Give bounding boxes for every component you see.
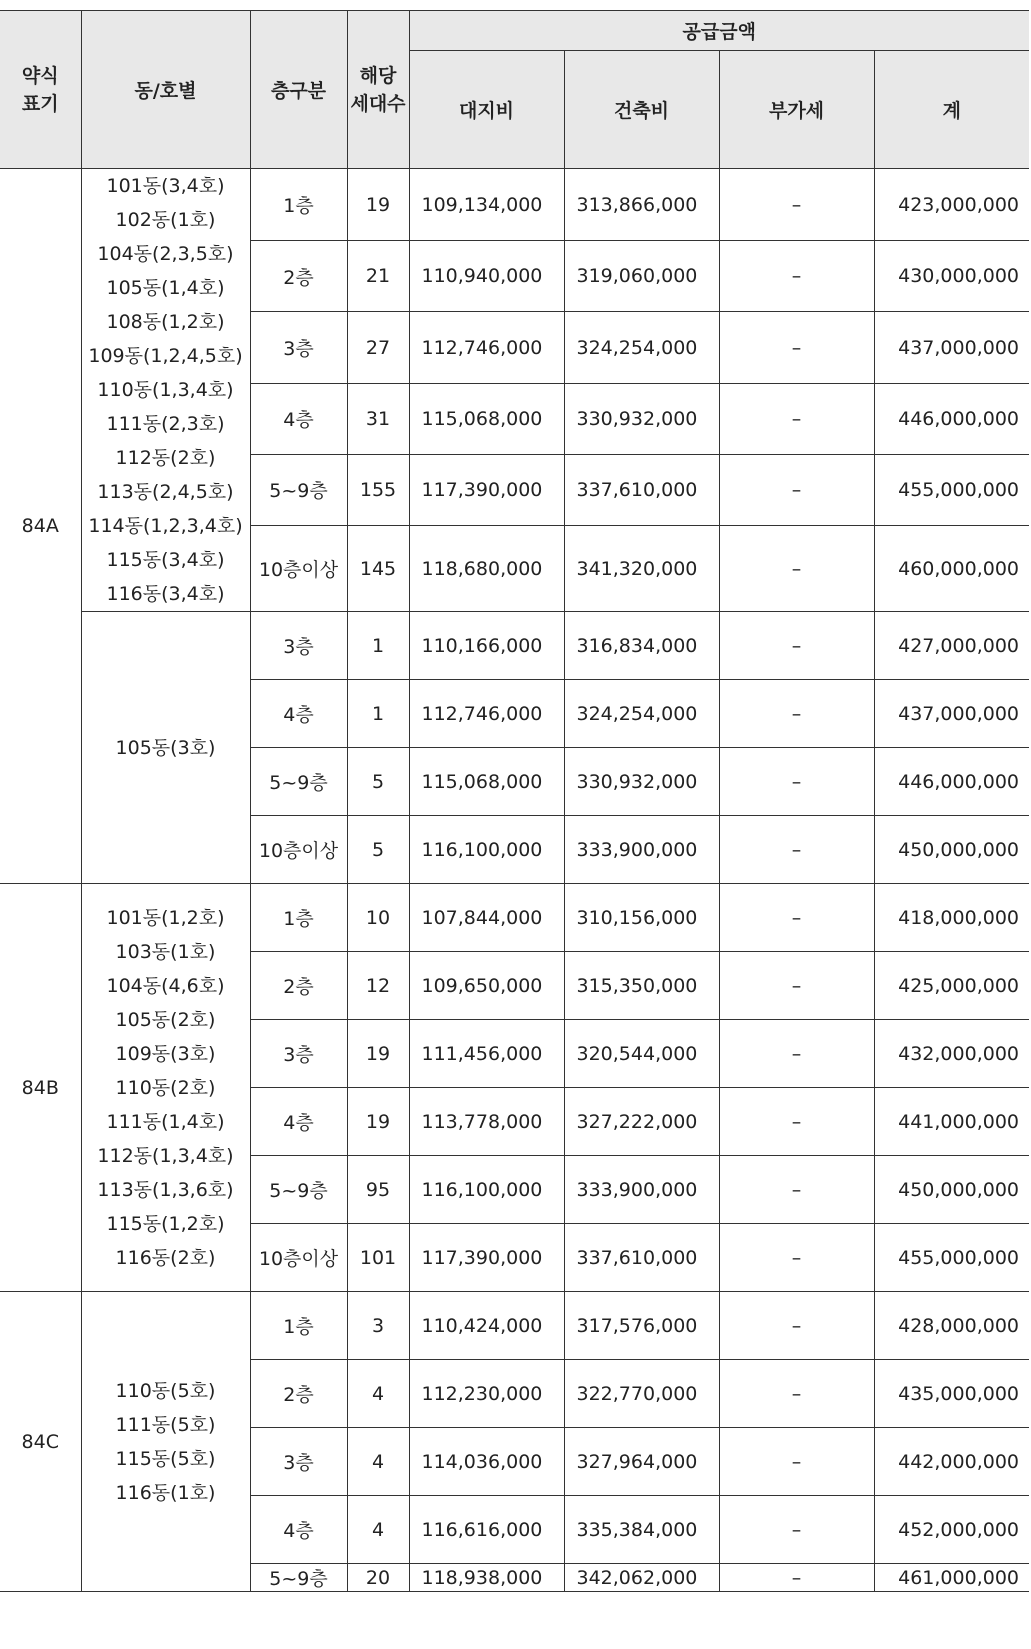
vat-cell: – <box>719 1156 874 1224</box>
dong-line: 105동(1,4호) <box>106 277 225 299</box>
floor-cell: 10층이상 <box>250 526 347 612</box>
header-units-line2: 세대수 <box>350 92 406 115</box>
dong-line: 101동(3,4호) <box>106 175 225 197</box>
dong-line: 109동(1,2,4,5호) <box>88 345 243 367</box>
floor-cell: 10층이상 <box>250 1224 347 1292</box>
total-cell: 446,000,000 <box>874 383 1029 454</box>
header-vat: 부가세 <box>719 51 874 169</box>
land-cost-cell: 114,036,000 <box>409 1428 564 1496</box>
dong-line: 111동(1,4호) <box>106 1110 225 1133</box>
floor-cell: 3층 <box>250 612 347 680</box>
total-cell: 437,000,000 <box>874 680 1029 748</box>
units-cell: 5 <box>347 816 409 884</box>
building-cost-cell: 342,062,000 <box>564 1564 719 1592</box>
floor-cell: 4층 <box>250 680 347 748</box>
land-cost-cell: 113,778,000 <box>409 1088 564 1156</box>
land-cost-cell: 116,616,000 <box>409 1496 564 1564</box>
dong-cell <box>81 884 250 1292</box>
building-cost-cell: 310,156,000 <box>564 884 719 952</box>
dong-line: 103동(1호) <box>115 940 216 963</box>
units-cell: 101 <box>347 1224 409 1292</box>
total-cell: 442,000,000 <box>874 1428 1029 1496</box>
units-cell: 12 <box>347 952 409 1020</box>
units-cell: 5 <box>347 748 409 816</box>
vat-cell: – <box>719 169 874 241</box>
table-row <box>0 612 1029 680</box>
land-cost-cell: 116,100,000 <box>409 816 564 884</box>
land-cost-cell: 112,746,000 <box>409 312 564 383</box>
floor-cell: 2층 <box>250 241 347 312</box>
units-cell: 155 <box>347 454 409 525</box>
floor-cell: 4층 <box>250 1496 347 1564</box>
total-cell: 460,000,000 <box>874 526 1029 612</box>
total-cell: 450,000,000 <box>874 1156 1029 1224</box>
units-cell: 1 <box>347 680 409 748</box>
vat-cell: – <box>719 612 874 680</box>
vat-cell: – <box>719 241 874 312</box>
table-row <box>0 1292 1029 1360</box>
land-cost-cell: 117,390,000 <box>409 1224 564 1292</box>
units-cell: 1 <box>347 612 409 680</box>
building-cost-cell: 313,866,000 <box>564 169 719 241</box>
dong-line: 116동(2호) <box>115 1246 216 1269</box>
building-cost-cell: 324,254,000 <box>564 680 719 748</box>
building-cost-cell: 330,932,000 <box>564 383 719 454</box>
vat-cell: – <box>719 748 874 816</box>
land-cost-cell: 110,166,000 <box>409 612 564 680</box>
units-cell: 4 <box>347 1496 409 1564</box>
units-cell: 31 <box>347 383 409 454</box>
land-cost-cell: 118,938,000 <box>409 1564 564 1592</box>
floor-cell: 3층 <box>250 312 347 383</box>
floor-cell: 2층 <box>250 952 347 1020</box>
units-cell: 145 <box>347 526 409 612</box>
units-cell: 20 <box>347 1564 409 1592</box>
units-cell: 10 <box>347 884 409 952</box>
total-cell: 425,000,000 <box>874 952 1029 1020</box>
units-cell: 19 <box>347 1088 409 1156</box>
building-cost-cell: 341,320,000 <box>564 526 719 612</box>
vat-cell: – <box>719 680 874 748</box>
dong-line: 104동(4,6호) <box>106 974 225 997</box>
header-dong: 동/호별 <box>81 11 250 169</box>
vat-cell: – <box>719 1088 874 1156</box>
dong-line: 110동(5호) <box>115 1379 216 1402</box>
floor-cell: 3층 <box>250 1020 347 1088</box>
units-cell: 4 <box>347 1428 409 1496</box>
dong-line: 111동(2,3호) <box>106 413 225 435</box>
building-cost-cell: 335,384,000 <box>564 1496 719 1564</box>
units-cell: 95 <box>347 1156 409 1224</box>
dong-line: 110동(1,3,4호) <box>97 379 234 401</box>
building-cost-cell: 333,900,000 <box>564 816 719 884</box>
land-cost-cell: 117,390,000 <box>409 454 564 525</box>
building-cost-cell: 330,932,000 <box>564 748 719 816</box>
header-units <box>347 11 409 169</box>
dong-line: 115동(1,2호) <box>106 1212 225 1235</box>
total-cell: 441,000,000 <box>874 1088 1029 1156</box>
dong-line: 116동(3,4호) <box>106 583 225 605</box>
land-cost-cell: 112,746,000 <box>409 680 564 748</box>
building-cost-cell: 333,900,000 <box>564 1156 719 1224</box>
units-cell: 21 <box>347 241 409 312</box>
total-cell: 423,000,000 <box>874 169 1029 241</box>
floor-cell: 5~9층 <box>250 748 347 816</box>
dong-line: 102동(1호) <box>115 209 216 231</box>
floor-cell: 5~9층 <box>250 1564 347 1592</box>
floor-cell: 4층 <box>250 1088 347 1156</box>
header-abbr-line1: 약식 <box>21 64 59 87</box>
dong-cell <box>81 169 250 612</box>
dong-cell <box>81 1292 250 1592</box>
total-cell: 446,000,000 <box>874 748 1029 816</box>
floor-cell: 2층 <box>250 1360 347 1428</box>
header-floor: 층구분 <box>250 11 347 169</box>
land-cost-cell: 110,940,000 <box>409 241 564 312</box>
vat-cell: – <box>719 884 874 952</box>
land-cost-cell: 115,068,000 <box>409 383 564 454</box>
floor-cell: 10층이상 <box>250 816 347 884</box>
type-cell: 84B <box>0 884 81 1292</box>
table-row <box>0 169 1029 241</box>
total-cell: 418,000,000 <box>874 884 1029 952</box>
vat-cell: – <box>719 383 874 454</box>
building-cost-cell: 317,576,000 <box>564 1292 719 1360</box>
land-cost-cell: 107,844,000 <box>409 884 564 952</box>
vat-cell: – <box>719 526 874 612</box>
header-total: 계 <box>874 51 1029 169</box>
total-cell: 450,000,000 <box>874 816 1029 884</box>
total-cell: 452,000,000 <box>874 1496 1029 1564</box>
units-cell: 27 <box>347 312 409 383</box>
vat-cell: – <box>719 952 874 1020</box>
dong-line: 109동(3호) <box>115 1042 216 1065</box>
floor-cell: 1층 <box>250 1292 347 1360</box>
land-cost-cell: 111,456,000 <box>409 1020 564 1088</box>
vat-cell: – <box>719 816 874 884</box>
land-cost-cell: 116,100,000 <box>409 1156 564 1224</box>
type-cell: 84C <box>0 1292 81 1592</box>
building-cost-cell: 324,254,000 <box>564 312 719 383</box>
building-cost-cell: 315,350,000 <box>564 952 719 1020</box>
building-cost-cell: 337,610,000 <box>564 1224 719 1292</box>
vat-cell: – <box>719 312 874 383</box>
vat-cell: – <box>719 1020 874 1088</box>
header-building: 건축비 <box>564 51 719 169</box>
dong-line: 113동(2,4,5호) <box>97 481 234 503</box>
total-cell: 427,000,000 <box>874 612 1029 680</box>
building-cost-cell: 320,544,000 <box>564 1020 719 1088</box>
dong-line: 115동(3,4호) <box>106 549 225 571</box>
floor-cell: 5~9층 <box>250 454 347 525</box>
building-cost-cell: 327,964,000 <box>564 1428 719 1496</box>
header-abbr-line2: 표기 <box>21 92 59 115</box>
total-cell: 428,000,000 <box>874 1292 1029 1360</box>
type-cell: 84A <box>0 169 81 884</box>
land-cost-cell: 112,230,000 <box>409 1360 564 1428</box>
vat-cell: – <box>719 454 874 525</box>
dong-line: 114동(1,2,3,4호) <box>88 515 243 537</box>
units-cell: 4 <box>347 1360 409 1428</box>
dong-line: 108동(1,2호) <box>106 311 225 333</box>
land-cost-cell: 118,680,000 <box>409 526 564 612</box>
land-cost-cell: 109,134,000 <box>409 169 564 241</box>
floor-cell: 3층 <box>250 1428 347 1496</box>
dong-line: 115동(5호) <box>115 1447 216 1470</box>
land-cost-cell: 109,650,000 <box>409 952 564 1020</box>
total-cell: 461,000,000 <box>874 1564 1029 1592</box>
price-table <box>0 10 1029 1592</box>
units-cell: 19 <box>347 1020 409 1088</box>
total-cell: 432,000,000 <box>874 1020 1029 1088</box>
building-cost-cell: 327,222,000 <box>564 1088 719 1156</box>
header-units-line1: 해당 <box>359 64 397 87</box>
dong-line: 104동(2,3,5호) <box>97 243 234 265</box>
dong-line: 112동(1,3,4호) <box>97 1144 234 1167</box>
vat-cell: – <box>719 1360 874 1428</box>
dong-line: 111동(5호) <box>115 1413 216 1436</box>
floor-cell: 4층 <box>250 383 347 454</box>
header-supply: 공급금액 <box>409 11 1029 51</box>
vat-cell: – <box>719 1564 874 1592</box>
dong-cell <box>81 612 250 884</box>
land-cost-cell: 115,068,000 <box>409 748 564 816</box>
building-cost-cell: 316,834,000 <box>564 612 719 680</box>
dong-line: 105동(3호) <box>115 736 216 759</box>
dong-line: 113동(1,3,6호) <box>97 1178 234 1201</box>
building-cost-cell: 319,060,000 <box>564 241 719 312</box>
total-cell: 435,000,000 <box>874 1360 1029 1428</box>
total-cell: 430,000,000 <box>874 241 1029 312</box>
dong-line: 105동(2호) <box>115 1008 216 1031</box>
header-land: 대지비 <box>409 51 564 169</box>
units-cell: 3 <box>347 1292 409 1360</box>
building-cost-cell: 322,770,000 <box>564 1360 719 1428</box>
floor-cell: 1층 <box>250 884 347 952</box>
table-row <box>0 884 1029 952</box>
dong-line: 101동(1,2호) <box>106 906 225 929</box>
units-cell: 19 <box>347 169 409 241</box>
dong-line: 110동(2호) <box>115 1076 216 1099</box>
dong-line: 116동(1호) <box>115 1481 216 1504</box>
vat-cell: – <box>719 1224 874 1292</box>
land-cost-cell: 110,424,000 <box>409 1292 564 1360</box>
vat-cell: – <box>719 1496 874 1564</box>
floor-cell: 5~9층 <box>250 1156 347 1224</box>
floor-cell: 1층 <box>250 169 347 241</box>
vat-cell: – <box>719 1428 874 1496</box>
dong-line: 112동(2호) <box>115 447 216 469</box>
header-abbr <box>0 11 81 169</box>
total-cell: 437,000,000 <box>874 312 1029 383</box>
building-cost-cell: 337,610,000 <box>564 454 719 525</box>
total-cell: 455,000,000 <box>874 1224 1029 1292</box>
price-table-body <box>0 169 1029 1592</box>
total-cell: 455,000,000 <box>874 454 1029 525</box>
vat-cell: – <box>719 1292 874 1360</box>
